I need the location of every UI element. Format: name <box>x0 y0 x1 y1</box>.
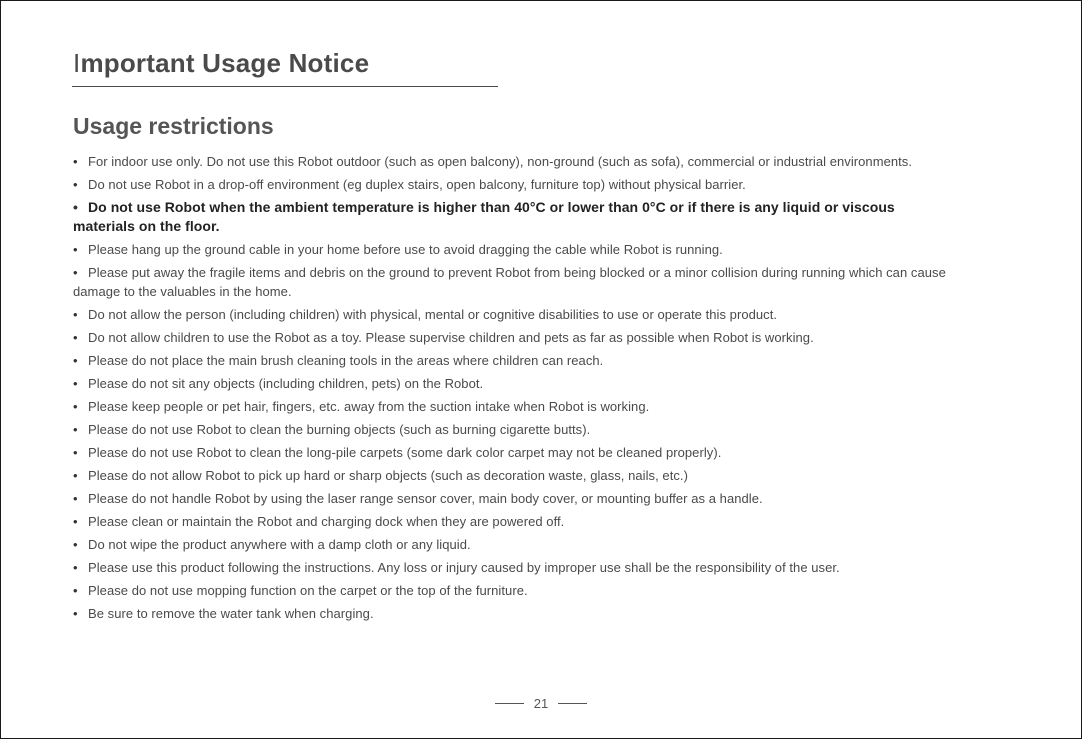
list-item-text: Please do not allow Robot to pick up hard or sharp objects (such as decoration waste, glass, nails, etc.) <box>88 468 688 483</box>
list-item <box>73 558 953 577</box>
list-item <box>73 198 953 236</box>
bullet-icon: • <box>73 422 78 437</box>
list-item <box>73 263 953 301</box>
list-item <box>73 443 953 462</box>
list-item-text: Do not wipe the product anywhere with a damp cloth or any liquid. <box>88 537 471 552</box>
bullet-icon: • <box>73 353 78 368</box>
list-item-text: Please do not use mopping function on the carpet or the top of the furniture. <box>88 583 528 598</box>
bullet-icon: • <box>73 514 78 529</box>
list-item-text: Please do not use Robot to clean the burning objects (such as burning cigarette butts). <box>88 422 591 437</box>
bullet-icon: • <box>73 265 78 280</box>
bullet-icon: • <box>73 330 78 345</box>
page-title-text: mportant Usage Notice <box>80 48 370 78</box>
list-item-text: Please do not handle Robot by using the laser range sensor cover, main body cover, or mounting buffer as a handle. <box>88 491 763 506</box>
list-item <box>73 351 953 370</box>
bullet-icon: • <box>73 583 78 598</box>
list-item <box>73 489 953 508</box>
page-title-initial: I <box>73 48 81 78</box>
bullet-icon: • <box>73 177 78 192</box>
list-item-text: Do not use Robot in a drop-off environment (eg duplex stairs, open balcony, furniture top) without physical barrier. <box>88 177 746 192</box>
list-item-text: Please do not sit any objects (including children, pets) on the Robot. <box>88 376 484 391</box>
list-item <box>73 512 953 531</box>
bullet-icon: • <box>73 491 78 506</box>
section-heading: Usage restrictions <box>73 113 274 139</box>
list-item <box>73 420 953 439</box>
list-item-text: Do not use Robot when the ambient temperature is higher than 40°C or lower than 0°C or if there is any liquid or viscous materials on the floor. <box>73 199 895 234</box>
bullet-icon: • <box>73 242 78 257</box>
title-underline <box>72 86 498 87</box>
list-item-text: Please do not place the main brush cleaning tools in the areas where children can reach. <box>88 353 604 368</box>
list-item <box>73 328 953 347</box>
footer-line-left <box>495 703 524 704</box>
list-item-text: Be sure to remove the water tank when charging. <box>88 606 374 621</box>
bullet-icon: • <box>73 468 78 483</box>
bullet-icon: • <box>73 560 78 575</box>
bullet-icon: • <box>73 399 78 414</box>
list-item <box>73 397 953 416</box>
list-item-text: Do not allow children to use the Robot as a toy. Please supervise children and pets as far as possible when Robot is working. <box>88 330 814 345</box>
bullet-icon: • <box>73 606 78 621</box>
bullet-icon: • <box>73 445 78 460</box>
list-item <box>73 604 953 623</box>
bullet-icon: • <box>73 307 78 322</box>
usage-restrictions-list <box>73 152 953 627</box>
bullet-icon: • <box>73 199 78 215</box>
bullet-icon: • <box>73 537 78 552</box>
list-item <box>73 175 953 194</box>
list-item <box>73 240 953 259</box>
list-item-text: Please hang up the ground cable in your home before use to avoid dragging the cable while Robot is running. <box>88 242 723 257</box>
list-item-text: Please put away the fragile items and debris on the ground to prevent Robot from being blocked or a minor collision during running which can cause damage to the valuables in the home. <box>73 265 946 299</box>
list-item-text: Please clean or maintain the Robot and charging dock when they are powered off. <box>88 514 565 529</box>
page-footer <box>1 695 1081 713</box>
list-item-text: Please keep people or pet hair, fingers, etc. away from the suction intake when Robot is working. <box>88 399 650 414</box>
bullet-icon: • <box>73 376 78 391</box>
list-item <box>73 466 953 485</box>
list-item <box>73 152 953 171</box>
footer-line-right <box>558 703 587 704</box>
list-item-text: Please do not use Robot to clean the long-pile carpets (some dark color carpet may not be cleaned properly). <box>88 445 722 460</box>
list-item <box>73 535 953 554</box>
list-item-text: For indoor use only. Do not use this Robot outdoor (such as open balcony), non-ground (such as sofa), commercial or industrial environments. <box>88 154 913 169</box>
list-item-text: Please use this product following the instructions. Any loss or injury caused by improper use shall be the responsibility of the user. <box>88 560 840 575</box>
list-item <box>73 374 953 393</box>
page-number: 21 <box>533 696 549 712</box>
page-title <box>73 48 369 79</box>
bullet-icon: • <box>73 154 78 169</box>
list-item-text: Do not allow the person (including children) with physical, mental or cognitive disabilities to use or operate this product. <box>88 307 778 322</box>
list-item <box>73 581 953 600</box>
list-item <box>73 305 953 324</box>
